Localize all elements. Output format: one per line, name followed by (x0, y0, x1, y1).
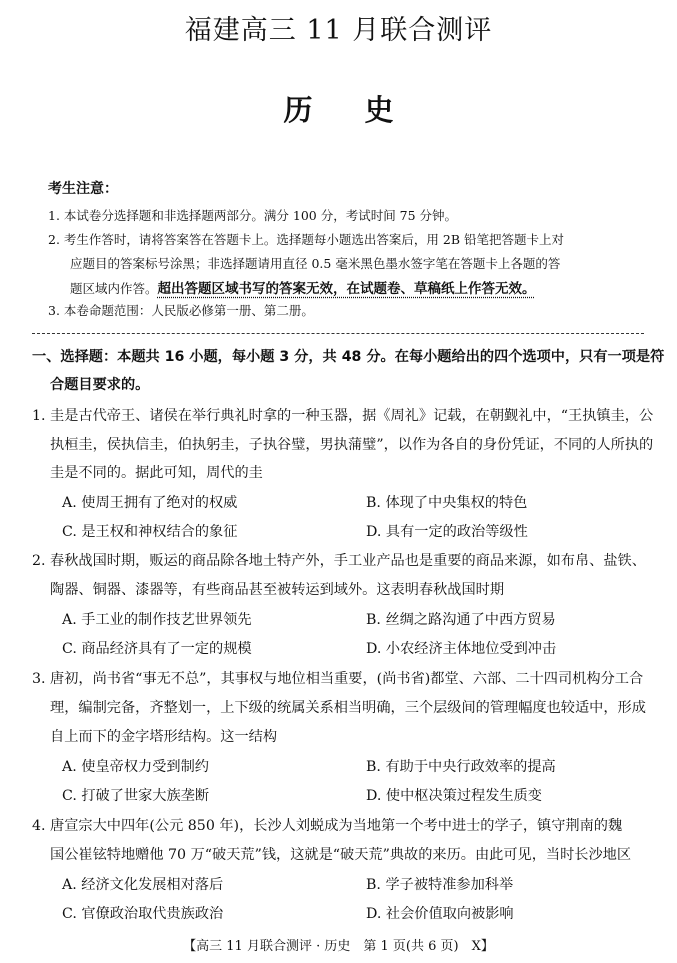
notice-item-2-line-2: 应题目的答案标号涂黑；非选择题请用直径 0.5 毫米黑色墨水签字笔在答题卡上各题的答 (70, 256, 561, 271)
page-footer: 【高三 11 月联合测评 · 历史 第 1 页(共 6 页) X】 (183, 939, 494, 954)
question-2-option-c[interactable]: C. 商品经济具有了一定的规模 (62, 641, 252, 657)
exam-title: 福建高三 11 月联合测评 (184, 15, 493, 46)
question-2-line-1: 2. 春秋战国时期，贩运的商品除各地土特产外，手工业产品也是重要的商品来源，如布帛、盐铁、 (32, 553, 646, 569)
question-4-option-b[interactable]: B. 学子被特准参加科举 (366, 877, 514, 893)
question-4-option-a[interactable]: A. 经济文化发展相对落后 (62, 877, 224, 893)
question-1-line-1: 1. 圭是古代帝王、诸侯在举行典礼时拿的一种玉器，据《周礼》记载，在朝觐礼中，“王执镇圭，公 (32, 408, 654, 424)
notice-item-2-line-3-text: 题区域内作答。 (70, 281, 158, 296)
question-4-option-d[interactable]: D. 社会价值取向被影响 (366, 906, 514, 922)
question-4-line-1: 4. 唐宣宗大中四年(公元 850 年)，长沙人刘蜕成为当地第一个考中进士的学子，镇守荆南的魏 (32, 818, 623, 834)
question-1-option-a[interactable]: A. 使周王拥有了绝对的权威 (62, 495, 238, 511)
question-3-option-b[interactable]: B. 有助于中央行政效率的提高 (366, 759, 556, 775)
question-1-line-3: 圭是不同的。据此可知，周代的圭 (50, 465, 263, 481)
section-heading-line-1: 一、选择题：本题共 16 小题，每小题 3 分，共 48 分。在每小题给出的四个选项中，只有一项是符 (32, 349, 665, 365)
notice-item-2-line-3 (70, 277, 536, 297)
question-1-option-d[interactable]: D. 具有一定的政治等级性 (366, 524, 528, 540)
question-2-option-d[interactable]: D. 小农经济主体地位受到冲击 (366, 641, 557, 657)
question-3-line-2: 理，编制完备，齐整划一，上下级的统属关系相当明确，三个层级间的管理幅度也较适中，形成 (50, 700, 646, 716)
question-3-option-d[interactable]: D. 使中枢决策过程发生质变 (366, 788, 542, 804)
question-1-option-c[interactable]: C. 是王权和神权结合的象征 (62, 524, 238, 540)
section-heading-line-2: 合题目要求的。 (50, 377, 150, 393)
notice-heading: 考生注意： (48, 181, 118, 197)
question-3-line-3: 自上而下的金字塔形结构。这一结构 (50, 729, 278, 745)
section-divider (32, 333, 644, 334)
question-1-option-b[interactable]: B. 体现了中央集权的特色 (366, 495, 528, 511)
question-1-line-2: 执桓圭，侯执信圭，伯执躬圭，子执谷璧，男执蒲璧”，以作为各自的身份凭证，不同的人所执的 (50, 437, 654, 453)
question-3-option-c[interactable]: C. 打破了世家大族垄断 (62, 788, 210, 804)
question-2-line-2: 陶器、铜器、漆器等，有些商品甚至被转运到域外。这表明春秋战国时期 (50, 582, 505, 598)
question-4-option-c[interactable]: C. 官僚政治取代贵族政治 (62, 906, 224, 922)
question-3-option-a[interactable]: A. 使皇帝权力受到制约 (62, 759, 209, 775)
notice-emphasis: 超出答题区域书写的答案无效，在试题卷、草稿纸上作答无效。 (157, 281, 536, 297)
question-3-line-1: 3. 唐初，尚书省“事无不总”，其事权与地位相当重要，(尚书省)都堂、六部、二十四司机构分工合 (32, 671, 644, 687)
question-4-line-2: 国公崔铉特地赠他 70 万“破天荒”钱，这就是“破天荒”典故的来历。由此可见，当时长沙地区 (50, 847, 632, 863)
notice-item-3: 3. 本卷命题范围：人民版必修第一册、第二册。 (48, 303, 314, 318)
question-2-option-a[interactable]: A. 手工业的制作技艺世界领先 (62, 612, 252, 628)
question-2-option-b[interactable]: B. 丝绸之路沟通了中西方贸易 (366, 612, 556, 628)
subject-title: 历史 (283, 93, 446, 127)
notice-item-1: 1. 本试卷分选择题和非选择题两部分。满分 100 分，考试时间 75 分钟。 (48, 208, 458, 223)
notice-item-2-line-1: 2. 考生作答时，请将答案答在答题卡上。选择题每小题选出答案后，用 2B 铅笔把答题卡上对 (48, 232, 564, 247)
